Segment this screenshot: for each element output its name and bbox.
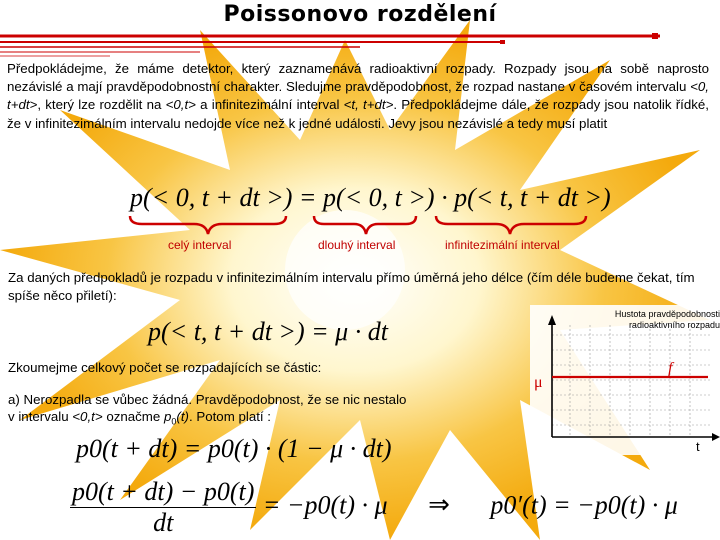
title-underline-decoration [0, 30, 720, 60]
decay-count-paragraph: Zkoumejme celkový počet se rozpadajících se částic: [8, 360, 322, 375]
x-label-t: t [696, 439, 700, 454]
equation-braces [128, 214, 598, 240]
brace-infinitesimal [436, 216, 586, 234]
label-long-interval: dlouhý interval [318, 238, 396, 252]
label-infinitesimal-interval: infinitezimální interval [445, 238, 560, 252]
label-whole-interval: celý interval [168, 238, 232, 252]
page-title: Poissonovo rozdělení [223, 2, 497, 27]
equation-p0-recurrence: p0(t + dt) = p0(t) · (1 − μ · dt) [76, 434, 392, 463]
implies-symbol: ⇒ [428, 490, 450, 520]
chart-title: Hustota pravděpodobnosti radioaktivního rozpadu [614, 309, 720, 330]
no-decay-paragraph: a) Nerozpadla se vůbec žádná. Pravděpodobnost, že se nic nestalo v intervalu <0,t> označme $p_0(t)$. Potom platí : [8, 392, 407, 427]
difference-quotient: $\frac{p0(t + dt) - p0(t)}{dt}$ [72, 477, 255, 537]
proportionality-paragraph: Za daných předpokladů je rozpadu v infinitezimálním intervalu přímo úměrná jeho délce (čím déle budeme čekat, tím spíše něco přiletí): [8, 270, 695, 303]
equation-interval-product: p(< 0, t + dt >) = p(< 0, t >) · p(< t, t + dt >) [130, 183, 611, 212]
intro-paragraph: Předpokládejme, že máme detektor, který zaznamenává radioaktivní rozpady. Rozpady jsou na sobě naprosto nezávislé a mají pravděpodobnostní charakter. Sledujme pravděpodobnost, že rozpad nastane v časovém intervalu <0, t+dt>, který lze rozdělit na <0,t> a infinitezimální interval <t, t+dt>. Předpokládejme dále, že rozpady jsou natolik řídké, že v infinitezimálním intervalu nedojde více než k jedné události. Jevy jsou nezávislé a tedy musí platit [7, 61, 709, 131]
equation-p0-derivative: $\frac{p0(t + dt) - p0(t)}{dt}$ = −p0(t) · μ ⇒ p0′(t) = −p0(t) · μ [72, 477, 678, 537]
equation-infinitesimal-probability: p(< t, t + dt >) = μ · dt [148, 317, 388, 346]
brace-long [314, 216, 416, 234]
y-label-mu: μ [534, 374, 543, 391]
curve-label-f: f [668, 360, 673, 377]
brace-whole [130, 216, 286, 234]
